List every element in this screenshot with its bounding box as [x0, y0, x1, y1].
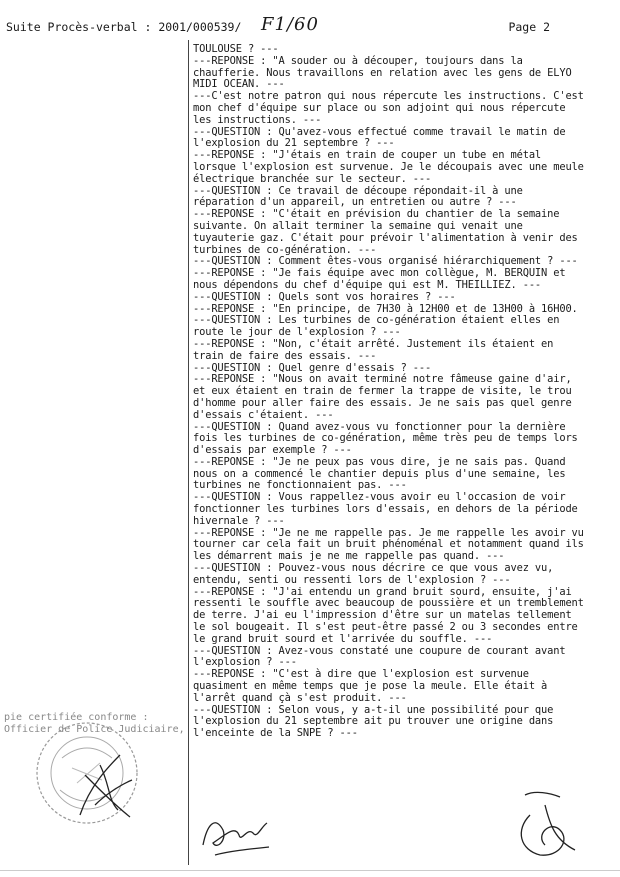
text-line: le sol bougeait. Il s'est peut-être passé 2 ou 3 secondes entre — [193, 621, 578, 634]
officer-signature — [195, 805, 275, 860]
text-line: fonctionner les turbines lors d'essais, en dehors de la période — [193, 503, 578, 516]
text-line: le grand bruit sourd et l'arrivée du souffle. --- — [193, 632, 493, 645]
text-line: turbines de co-génération. --- — [193, 243, 377, 256]
text-line: ---REPONSE : "En principe, de 7H30 à 12H00 et de 13H00 à 16H00. — [193, 302, 578, 315]
text-line: d'essais c'étaient. --- — [193, 408, 334, 421]
margin-rule — [188, 40, 189, 865]
text-line: fois les turbines de co-génération, même très peu de temps lors — [193, 432, 578, 445]
text-line: les démarrent mais je ne me rappelle pas quand. --- — [193, 550, 505, 563]
text-line: nous on a commencé le chantier depuis plus d'une semaine, les — [193, 467, 566, 480]
text-line: entendu, senti ou ressenti lors de l'explosion ? --- — [193, 573, 511, 586]
margin-signature — [70, 745, 140, 825]
text-line: ---REPONSE : "Je ne peux pas vous dire, je ne sais pas. Quand — [193, 455, 566, 468]
text-line: l'explosion du 21 septembre ait pu trouver une origine dans — [193, 715, 554, 728]
text-line: route le jour de l'explosion ? --- — [193, 326, 401, 339]
text-line: ---REPONSE : "J'étais en train de couper un tube en métal — [193, 149, 542, 162]
text-line: ---QUESTION : Qu'avez-vous effectué comme travail le matin de — [193, 125, 566, 138]
text-line: ressenti le souffle avec beaucoup de poussière et un tremblement — [193, 597, 584, 610]
text-line: l'enceinte de la SNPE ? --- — [193, 727, 358, 740]
text-line: chaufferie. Nous travaillons en relation avec les gens de ELYO — [193, 66, 572, 79]
text-line: ---REPONSE : "Je fais équipe avec mon collègue, M. BERQUIN et — [193, 267, 566, 280]
page-header — [6, 14, 606, 38]
text-line: ---QUESTION : Comment êtes-vous organisé hiérarchiquement ? --- — [193, 255, 578, 268]
text-line: ---QUESTION : Selon vous, y a-t-il une possibilité pour que — [193, 703, 554, 716]
proces-verbal-reference: Suite Procès-verbal : 2001/000539/ — [6, 20, 242, 34]
text-line: ---REPONSE : "C'était en prévision du chantier de la semaine — [193, 208, 560, 221]
text-line: TOULOUSE ? --- — [193, 43, 279, 55]
text-line: les instructions. --- — [193, 113, 322, 126]
handwritten-folio: F1/60 — [261, 14, 319, 35]
text-line: ---REPONSE : "Nous on avait terminé notre fâmeuse gaine d'air, — [193, 373, 572, 386]
text-line: mon chef d'équipe sur place ou son adjoint qui nous répercute — [193, 101, 566, 114]
text-line: ---QUESTION : Vous rappellez-vous avoir eu l'occasion de voir — [193, 491, 566, 504]
text-line: électrique branchée sur le secteur. --- — [193, 172, 432, 185]
text-line: ---REPONSE : "Non, c'était arrêté. Justement ils étaient en — [193, 337, 554, 350]
text-line: nous dépendons du chef d'équipe qui est M. THEILLIEZ. --- — [193, 278, 542, 291]
text-line: ---QUESTION : Quand avez-vous vu fonctionner pour la dernière — [193, 420, 566, 433]
text-line: ---REPONSE : "J'ai entendu un grand bruit sourd, ensuite, j'ai — [193, 585, 572, 598]
text-line: ---QUESTION : Ce travail de découpe répondait-il à une — [193, 184, 523, 197]
text-line: tourner car cela fait un bruit phénoménal et notamment quand ils — [193, 538, 584, 551]
text-line: l'explosion du 21 septembre ? --- — [193, 137, 395, 150]
text-line: quasiment en même temps que je pose la meule. Elle était à — [193, 680, 548, 693]
text-line: MIDI OCEAN. --- — [193, 78, 285, 91]
bottom-border — [0, 870, 620, 871]
text-line: ---QUESTION : Quels sont vos horaires ? --- — [193, 290, 456, 303]
text-line: ---C'est notre patron qui nous répercute les instructions. C'est — [193, 90, 584, 103]
text-line: ---REPONSE : "C'est à dire que l'explosion est survenue — [193, 668, 529, 681]
text-line: réparation d'un appareil, un entretien ou autre ? --- — [193, 196, 517, 209]
text-line: l'explosion ? --- — [193, 656, 297, 669]
text-line: suivante. On allait terminer la semaine qui venait une — [193, 219, 523, 232]
witness-signature — [505, 785, 585, 865]
text-line: turbines ne fonctionnaient pas. --- — [193, 479, 407, 492]
text-line: ---QUESTION : Avez-vous constaté une coupure de courant avant — [193, 644, 566, 657]
text-line: tuyauterie gaz. C'était pour prévoir l'alimentation à venir des — [193, 231, 578, 244]
text-line: ---QUESTION : Quel genre d'essais ? --- — [193, 361, 432, 374]
text-line: ---QUESTION : Pouvez-vous nous décrire ce que vous avez vu, — [193, 562, 554, 575]
text-line: d'homme pour aller faire des essais. Je ne sais pas quel genre — [193, 396, 572, 409]
certification-line-2: Officier de Police Judiciaire, — [4, 724, 185, 735]
text-line: lorsque l'explosion est survenue. Je le découpais avec une meule — [193, 160, 584, 173]
document-body — [193, 44, 605, 740]
text-line: train de faire des essais. --- — [193, 349, 377, 362]
text-line: ---QUESTION : Les turbines de co-génération étaient elles en — [193, 314, 560, 327]
text-line: ---REPONSE : "Je ne me rappelle pas. Je me rappelle les avoir vu — [193, 526, 584, 539]
text-line: l'arrêt quand çà s'est produit. --- — [193, 691, 407, 704]
text-line: ---REPONSE : "A souder ou à découper, toujours dans la — [193, 54, 523, 67]
page-number: Page 2 — [508, 20, 550, 34]
text-line: et eux étaient en train de fermer la trappe de visite, le trou — [193, 385, 572, 398]
text-line: hivernale ? --- — [193, 514, 285, 527]
text-line: de terre. J'ai eu l'impression d'être sur un matelas tellement — [193, 609, 572, 622]
certification-line-1: pie certifiée conforme : — [4, 712, 149, 723]
text-line: d'essais par exemple ? --- — [193, 444, 352, 457]
